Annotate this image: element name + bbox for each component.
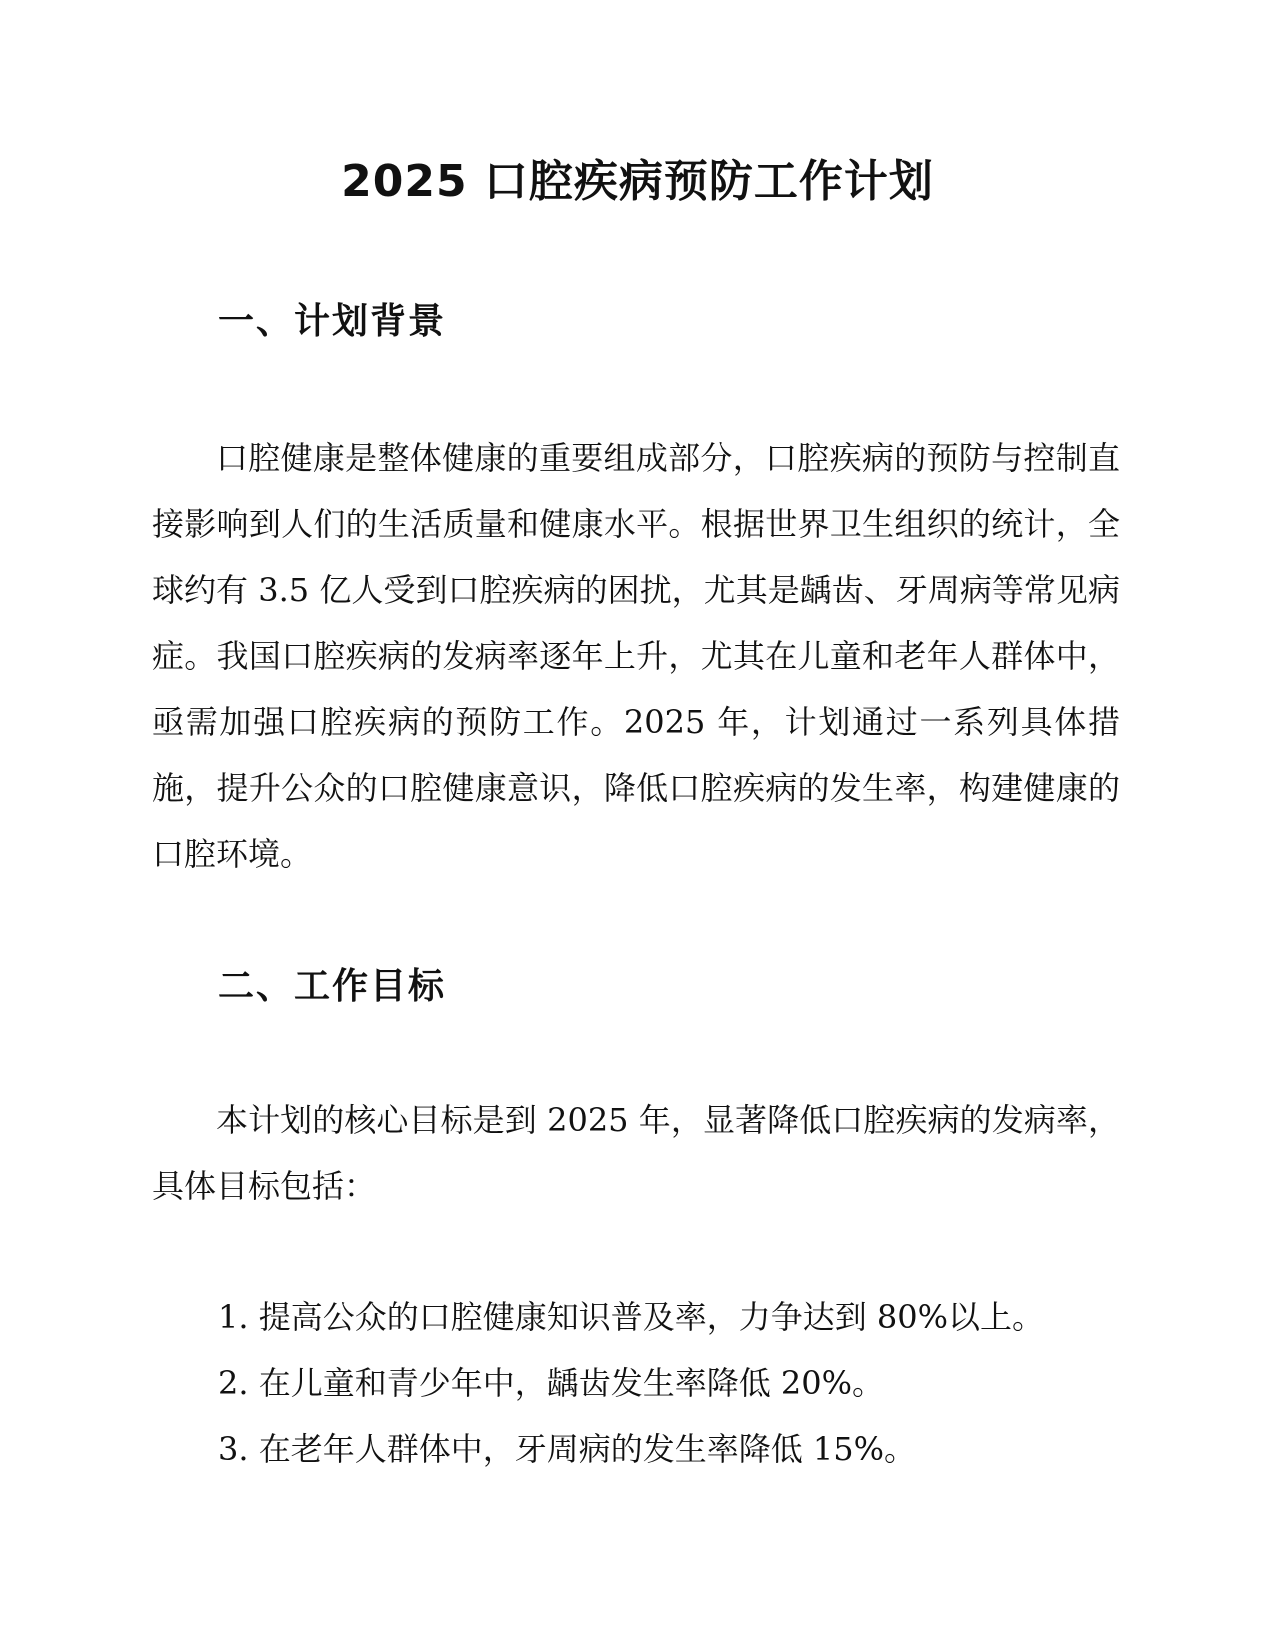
goal-item-3: 3. 在老年人群体中，牙周病的发生率降低 15%。 <box>218 1430 917 1468</box>
background-paragraph: 口腔健康是整体健康的重要组成部分，口腔疾病的预防与控制直接影响到人们的生活质量和健康水平。根据世界卫生组织的统计，全球约有 3.5 亿人受到口腔疾病的困扰，尤其是龋齿、牙周病等常见病症。我国口腔疾病的发病率逐年上升，尤其在儿童和老年人群体中，亟需加强口腔疾病的预防工作。2025 年，计划通过一系列具体措施，提升公众的口腔健康意识，降低口腔疾病的发生率，构建健康的口腔环境。 <box>152 439 1120 873</box>
goal-list <box>218 1284 1044 1482</box>
section-heading-goals: 二、工作目标 <box>218 966 447 1007</box>
goals-intro-paragraph: 本计划的核心目标是到 2025 年，显著降低口腔疾病的发病率，具体目标包括： <box>152 1101 1120 1205</box>
goal-item-2: 2. 在儿童和青少年中，龋齿发生率降低 20%。 <box>218 1364 885 1402</box>
section-heading-background: 一、计划背景 <box>218 301 447 342</box>
goal-item-1: 1. 提高公众的口腔健康知识普及率，力争达到 80%以上。 <box>218 1298 1045 1336</box>
document-title: 2025 口腔疾病预防工作计划 <box>341 156 934 207</box>
